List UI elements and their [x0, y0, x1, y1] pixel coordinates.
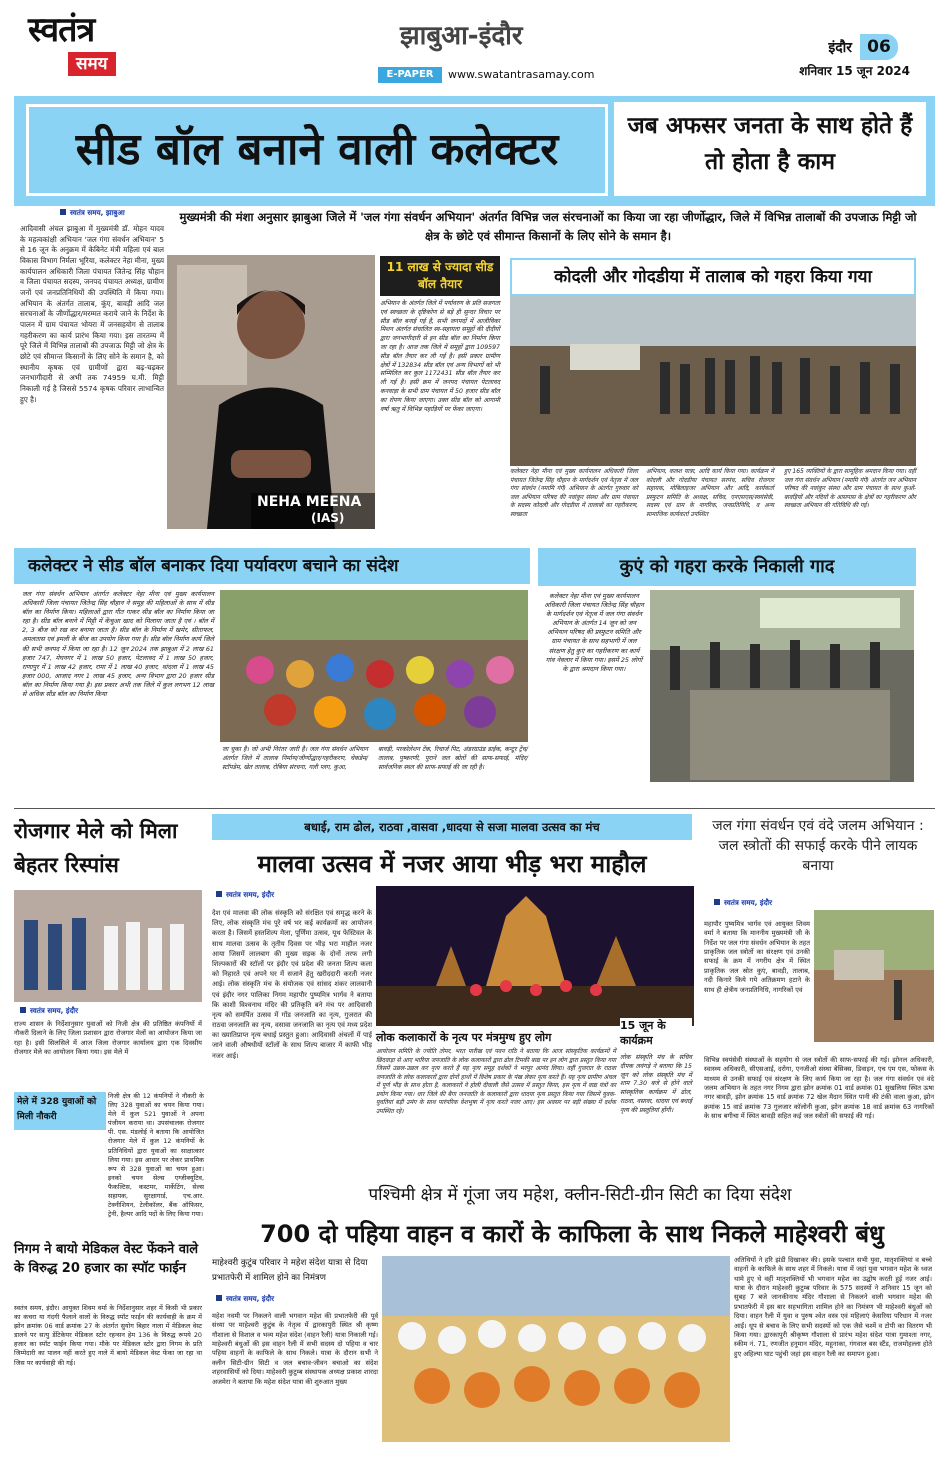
jalganga-photo: [814, 910, 934, 1042]
rojgar-body-2: निजी क्षेत्र की 12 कंपनियों ने नौकरी के लिए 328 युवाओं का चयन किया गया। मेले में कुल 521 युवाओं ने अपना पंजीयन कराया था। उपसंचालक रोजगार पी. एस. मंडलोई ने बताया कि आयोजित रोजगार मेले में कुल 12 कंपनियों के प्रतिनिधियों द्वारा युवाओं का साक्षात्कार लिया गया। इस आधार पर लेकर प्राथमिक रूप से 328 युवाओं का चयन हुआ। इनको चयन सेल्स एग्जीक्यूटिव, फैकल्टिस, कस्टमर, मार्केटिंग, सेल्स सहायक, सुरक्षागार्ड, एच.आर. टेक्नीशियन, टेलीकॉलर, बैंक ऑफिसर, ट्रेनी, हैल्पर आदि पदों के लिए किया गया।: [108, 1092, 204, 1219]
malwa-date-body: लोक संस्कृति मंच के सचिव दीपक लवंगड़े ने बताया कि 15 जून को लोक संस्कृति मंच में शाम 7.30 बजे से होने वाले सांस्कृतिक कार्यक्रम में ढोल, राठवा, वसावा, धादया एवं बधाई नृत्य की प्रस्तुतियां होंगी।: [620, 1054, 692, 1114]
seedball-caption-2: बावड़ी, परकोलेशन टेंक, रिचार्ज पिट, अंडरग्राउंड डाईक, कन्टूर ट्रेंच/तालाब, पुष्करणी, पुराने जल स्रोतों की साफ-सफाई, मंदिर/सार्वजनिक स्थल की साफ-सफाई की जा रही है।: [378, 746, 528, 771]
nigam-body: स्वतंत्र समय, इंदौर। आयुक्त शिवम वर्मा के निर्देशानुसार शहर में किसी भी प्रकार का कचरा या गंदगी फैलाने वालों के विरुद्ध स्पॉट फाईन की कार्यवाही के क्रम में झोन क्रमांक 06 वार्ड क्रमांक 27 के अंतर्गत सुयोग बिहार नाला में मेडिकल वेस्ट डालने पर सत्यु डेंटिकेयर मेडिकल स्टोर रहन्सन हेम 136 के विरुद्ध रूपये 20 हजार का स्पॉट फाईन किया गया। मौके पर मेडिकल स्टोर द्वारा निगम के प्रति जिम्मेदारी का पालन नहीं करते हुए नाले में बायो मेडिकल वेस्ट फेंका जा रहा था जिस पर कार्यवाही की गई।: [14, 1304, 202, 1367]
maheshwari-deck: माहेश्वरी कुटुंब परिवार ने महेश संदेश यात्रा से दिया प्रभातफेरी में शामिल होने का निमंत्रण: [212, 1258, 368, 1283]
malwa-date-title: 15 जून के कार्यक्रम: [620, 1019, 666, 1047]
seedball-photo: [220, 590, 528, 742]
city-label: इंदौर: [828, 40, 852, 56]
logo-top: स्वतंत्र: [28, 10, 95, 50]
seedball-title: कलेक्टर ने सीड बॉल बनाकर दिया पर्यावरण बचाने का संदेश: [28, 556, 399, 576]
malwa-box-body: आयोजन समिति के ज्योति तोमर, भरत पारीख एवं पवन राठि ने बताया कि आज सांस्कृतिक कार्यक्रमों में छिंदवाड़ा से आए भारिया जनजाति के लोक कलाकारों द्वारा ढोल टिमकी बाद्य पर इन लोग द्वारा प्रस्तुत किया गया जिसमें उछल-उछल कर नृत्य करते हैं यह नृत्य समूह दर्शकों ने भरपूर आनंद लिया। वहीं गुजरात के राठवा जनजाति के लोक कलाकारों द्वारा दोनों हाथों में विशेष प्रकार के पंख लेकर नृत्य करते हैं। यह नृत्य ग्रामीण अंचल में पूर्ण भीड़ के साथ होता है, कलाकारों ने होली दीवाली जैसे उत्सव में प्रस्तुत किया, इस नृत्य में वाद्य यंत्रों का प्रयोग किया गया। धार जिले की बैगा जनजाति के कलाकारों द्वारा धादया नृत्य प्रस्तुत किया गया जिसमें युवक-युवतियां बड़ी उमंग के साथ पारंपरिक वेशभूषा में नृत्य करते नजर आए। इस अवसर पर बड़ी संख्या में दर्शक उपस्थित रहे।: [376, 1048, 616, 1115]
kuan-title-bar: [538, 548, 916, 586]
kuan-scene: [650, 590, 914, 782]
section-divider: [14, 808, 935, 809]
collector-name: NEHA MEENA: [257, 494, 362, 510]
masthead: [0, 0, 945, 92]
rojgar-body-2b: [14, 1134, 204, 1230]
malwa-stage: [376, 886, 694, 1026]
lead-deck: मुख्यमंत्री की मंशा अनुसार झाबुआ जिले में 'जल गंगा संवर्धन अभियान' अंतर्गत विभिन्न जल संरचनाओं का किया जा रहा जीर्णोद्धार, जिले में विभिन्न तालाबों की उपजाऊ मिट्टी जो क्षेत्र के छोटे एवं सीमान्त किसानों के लिए सोने के समान है।: [179, 210, 917, 243]
jalganga-scene: [814, 910, 934, 1042]
rojgar-byline: स्वतंत्र समय, इंदौर: [20, 1006, 200, 1016]
lead-title-box: [26, 104, 608, 196]
jalganga-byline: स्वतंत्र समय, इंदौर: [714, 898, 864, 908]
rojgar-highlight: मेले में 328 युवाओं को मिली नौकरी: [17, 1097, 97, 1122]
malwa-strap-bar: [212, 814, 692, 840]
kodli-caption-3: हुए 165 व्यक्तियों के द्वारा सामूहिक श्रमदान किया गया। वहीं जल गंगा संवर्धन अभियान (नमामि गंगे) अंतर्गत जन अभियान परिषद की नवांकुर संस्था और ग्राम पंचायत के साथ कुओं-बावड़ियों और नदियों के आसपास के क्षेत्रों का गहरीकरण और स्वच्छता अभियान की गतिविधि की गई।: [784, 468, 916, 510]
maheshwari-crowd: [382, 1256, 730, 1442]
website-link[interactable]: www.swatantrasamay.com: [448, 68, 595, 81]
collector-photo: [167, 255, 375, 529]
nigam-title: निगम ने बायो मेडिकल वेस्ट फेंकने वाले के विरुद्ध 20 हजार का स्पॉट फाईन: [14, 1242, 199, 1276]
malwa-strap: बधाई, राम ढोल, राठवा ,वासवा ,धादया से सजा मालवा उत्सव का मंच: [304, 820, 600, 834]
kodli-scene: [510, 296, 916, 466]
maheshwari-byline-wrap: [216, 1294, 376, 1306]
seedball-body: जल गंगा संवर्धन अभियान अंतर्गत कलेक्टर नेहा मीना एवं मुख्य कार्यपालन अधिकारी जिला पंचायत जितेन्द्र सिंह चौहान ने समूह की महिलाओं के साथ में सीड बॉल का निर्माण किया। महिलाओं द्वारा गीत गाकर सीड बॉल का निर्माण किया जा रहा है। सीड बॉल बनाने में मिट्टी में केंचुआ खाद को मिलाया जाता है एवं । बॉल में 2, 3 बीज को रख कर बनाया जाता है। सीड बॉल के निर्माण में खमेर, सीताफल, अमलतास एवं इमली के बीज का उपयोग किया गया है। सीड बॉल निर्माण कार्य जिले की सभी जनपद में किया जा रहा है। 12 जून 2024 तक झाबुआ में 2 लाख 61 हजार 747, मेघनगर में 1 लाख 50 हजार, पेटलावद में 1 लाख 50 हजार, राणापुर में 1 लाख 42 हजार, रामा में 1 लाख 40 हजार, थांदला में 1 लाख 45 हजार 000, आजाद नगर 1 लाख 45 हजार, अन्य विभाग द्वारा 20 हजार सीड बॉल का निर्माण किया गया है। इस प्रकार अभी तक जिले में कुल लगभग 12 लाख से अधिक सीड बॉल का निर्माण किया: [22, 590, 214, 699]
lead-side-title-box: [614, 102, 926, 196]
lead-byline-wrap: [60, 208, 164, 220]
jalganga-body-2: विभिन्न स्वयंसेवी संस्थाओं के सहयोग से जल स्त्रोतों की साफ-सफाई की गई। झोनल अधिकारी, स्वास्थ्य अधिकारी, सीएसआई, दरोगा, एनजीओ संस्था बेसिक्स, डिवाइन, एच एम एस, फोकस के माध्यम से उनकी सफाई एवं संरक्षण के लिए कार्य किया जा रहा है। जल गंगा संवर्धन एवं वंदे जलम अभियान के तहत नगर निगम द्वारा झोन क्रमांक 01 वार्ड क्रमांक 01 सुखलिया स्थित ऊषा नगर बावड़ी, झोन क्रमांक 15 वार्ड क्रमांक 72 खेल मैदान स्थित पानी की टंकी वाला कुआ, झोन क्रमांक 15 वार्ड क्रमांक 73 गुलजार कॉलोनी कुआ, झोन क्रमांक 18 वार्ड क्रमांक 63 नागरिकों के साथ बगीचा में स्थित बावड़ी सहित कई जल स्त्रोतों की सफाई की गई।: [704, 1056, 934, 1121]
rojgar-scene: [14, 890, 202, 1002]
kodli-title: कोदली और गोदडीया में तालाब को गहरा किया गया: [554, 267, 872, 287]
kodli-caption-1: कलेक्टर नेहा मीना एवं मुख्य कार्यपालन अधिकारी जिला पंचायत जितेन्द्र सिंह चौहान के मार्गदर्शन एवं नेतृत्व में जल गंगा संवर्धन (नमामि गंगे) अभियान के अंतर्गत गुरुवार को जल अभियान परिषद की नवांकुर संस्था और ग्राम पंचायत के सदस्य कोदली और गोदडीया में तालाबों का गहरीकरण, स्वच्छता: [510, 468, 638, 518]
rojgar-body-1: राज्य शासन के निर्देशानुसार युवाओं को निजी क्षेत्र की प्रतिष्ठित कंपनियों में नौकरी दिलाने के लिए जिला प्रशासन द्वारा रोजगार मेलों का आयोजन किया जा रहा है। इसी सिलसिले में आज जिला रोजगार कार्यालय द्वारा एक दिवसीय रोजगार मेले का आयोजन किया गया। इस मेले में: [14, 1020, 202, 1057]
malwa-body: देश एवं मालवा की लोक संस्कृति को संरक्षित एवं समृद्ध करने के लिए, लोक संस्कृति मंच पूरे वर्ष भर कई कार्यक्रमों का आयोजन करता है। जिसमें हस्तशिल्प मेला, पूर्णिमा उत्सव, यूथ फेस्टिवल के साथ मालवा उत्सव के तृतीय दिवस पर भीड़ भरा माहौल नजर आया जिसमें लालबाग की मुख्य सड़क के दोनों तरफ लगी शिल्पकारों की स्टॉलों पर इंदौर एवं प्रदेश की जनता शिल्प कला को निहारते एवं अपने घर में सजाने हेतु खरीददारी करती नजर आई। लोक संस्कृति मंच के संयोजक एवं सांसद शंकर लालवानी एवं इंदौर नगर पालिका निगम महापौर पुष्यमित्र भार्गव ने बताया कि काशी विश्वनाथ मंदिर की प्रतिकृति बने मंच पर आदिवासी नृत्य को समर्पित उत्सव में गोंड जनजाति का नृत्य, गुजरात की राठवा जनजाति का नृत्य, वसावा जनजाति का नृत्य एवं मध्य प्रदेश का ख्यातिप्राप्त नृत्य बधाई प्रस्तुत हुआ। आदिवासी अंचलों में पाई जाने वाली औषधीयों स्टॉलों के साथ शिल्प बाजार में काफी भीड़ नजर आई।: [212, 909, 372, 1060]
maheshwari-byline: स्वतंत्र समय, इंदौर: [216, 1294, 376, 1304]
maheshwari-body-2: अतिथियों ने हरि झंडी दिखाकर की। इसके पश्चात सभी युवा, मातृशक्तियां व बच्चे वाहनों के काफिले के साथ शहर में निकले। यात्रा में जहां युवा भगवान महेश के ध्वज थामे हुए थे वहीं मातृशक्तियों भी भगवान महेश का उद्घोष करती हुई नजर आई। यात्रा के दौरान माहेश्वरी कुटुम्ब परिवार के 575 सदस्यों ने शनिवार 15 जून को सुबह 7 बजे जानकीनाथ मंदिर गौशाला से निकलने वाली भगवान महेश की प्रभातफेरी में इस बार सहभागिता शामिल होने का निमंत्रण भी माहेश्वरी बंधुओं को दिया। वाहन रैली में युवा व पुरुष श्वेत वस्त्र एवं महिलाएं केसरिया परिधान में नजर आईं। धूप से बचाव के लिए सभी सदस्यों को एक जैसे चश्में व टोपी का वितरण भी किया गया। द्वारकापुरी श्रीकृष्ण गौशाला से प्रारंभ महेश संदेश यात्रा गुमाश्ता नगर, स्कीम नं. 71, रणजीत हनुमान मंदिर, महूनाका, गंगवाल बस स्टैंड, राजमोहल्ला होते हुए अहिल्या घाट पहुंची जहां इस वाहन रैली का समापन हुआ।: [734, 1256, 932, 1358]
kuan-photo: [650, 590, 914, 782]
jalganga-body-1: महापौर पुष्यमित्र भार्गव एवं आयुक्त शिवम वर्मा ने बताया कि माननीय मुख्यमंत्री जी के निर्देश पर जल गंगा संवर्धन अभियान के तहत प्राकृतिक जल स्त्रोतों का संरक्षण एवं उनकी सफाई के क्रम में नगरीय क्षेत्र में स्थित प्राकृतिक जल स्रोत कुएं, बावड़ी, तालाब, नदी किनारे किये गये अतिक्रमण हटाने के साथ ही क्षेत्रीय जनप्रतिनिधि, नागरिकों एवं: [704, 920, 810, 994]
malwa-box: [376, 1030, 616, 1180]
malwa-byline: स्वतंत्र समय, इंदौर: [216, 890, 376, 900]
malwa-box-title: लोक कलाकारों के नृत्य पर मंत्रमुग्ध हुए लोग: [376, 1031, 552, 1044]
lead-banner: [14, 96, 935, 206]
kodli-caption-2: अभियान, कलश यात्रा, आदि कार्य किया गया। कार्यक्रम में कोदली और गोदडीया पंचायत सरपंच, सचिव रोजगार सहायक, मोबिलाइजर अभियान और आदि, कार्यकर्ता प्रस्फुटन समिति के अध्यक्ष, सचिव, एनएसएस/स्वयंसेवी, सदस्य एवं ग्राम के नागरिक, जनप्रतिनिधि, व अन्य सामाजिक कार्यकर्ता उपस्थित: [646, 468, 774, 518]
edition-title: झाबुआ-इंदौर: [400, 21, 523, 51]
kodli-title-box: [510, 258, 916, 296]
seedball-badge: [380, 256, 500, 296]
epaper-label: E-PAPER: [378, 67, 442, 83]
maheshwari-strap: पश्चिमी क्षेत्र में गूंजा जय महेश, क्लीन-सिटी-ग्रीन सिटी का दिया संदेश: [368, 1185, 792, 1205]
collector-name-box: [251, 493, 375, 529]
seedball-scene: [220, 590, 528, 742]
kuan-title: कुएं को गहरा करके निकाली गाद: [619, 556, 835, 577]
page-number: 06: [860, 34, 898, 60]
maheshwari-body: महेश नवमी पर निकलने वाली भगवान महेश की प्रभातफेरी की पूर्व संध्या पर माहेश्वरी कुटुंब के नेतृत्व में द्वारकापुरी स्थित श्री कृष्ण गौशाला से विशाल व भव्य महेश संदेश (वाहन रैली) यात्रा निकाली गई। माहेश्वरी बंधुओं की इस वाहन रैली में सभी सदस्य दो पहिया व चार पहिया वाहनों के काफिले के साथ निकले। यात्रा के दौरान सभी ने क्लीन सिटी-ग्रीन सिटी व जल बचाव-जीवन बचाओ का संदेश शहरवासियों को दिया। माहेश्वरी कुटुम्ब संस्थापक अध्यक्ष प्रकाश शारदा अजमेरा ने बताया कि महेश संदेश यात्रा की शुरुआत मुख्य: [212, 1312, 378, 1386]
jalganga-byline-wrap: [714, 898, 864, 910]
logo[interactable]: [28, 10, 150, 88]
malwa-title: मालवा उत्सव में नजर आया भीड़ भरा माहौल: [257, 850, 647, 878]
kodli-photo: [510, 296, 916, 466]
seedball-badge-text: 11 लाख से ज्यादा सीड बॉल तैयार: [386, 260, 494, 291]
jalganga-title: जल गंगा संवर्धन एवं वंदे जलम अभियान : जल स्त्रोतों की सफाई करके पीने लायक बनाया: [712, 818, 924, 874]
lead-body: आदिवासी अंचल झाबुआ में मुख्यमंत्री डॉ. मोहन यादव के महत्वकांक्षी अभियान 'जल गंगा संवर्धन अभियान' 5 से 16 जून के अनुक्रम में केबिनेट मंत्री महिला एवं बाल विकास विभाग निर्मला भूरिया, कलेक्टर नेहा मीना, मुख्य कार्यपालन अधिकारी जिला पंचायत जितेन्द्र सिंह चौहान व जिला पंचायत सदस्य, जनपद पंचायत अध्यक्ष, ग्रामीण जनों एवं जनप्रतिनिधियों की उपस्थिति में किया गया। अभियान के अंतर्गत तालाब, कूंए, बावड़ी आदि जल सरचनाओं के जीर्णोद्धार/मरम्मत कराये जाने के निर्देश के पालन में ग्राम पंचायत भोयरा में जनसहयोग से तालाब गहरीकरण का कार्य प्रारंभ किया गया। इस तारतम्य में पूरे जिले में विभिन्न तालाबों की उपजाऊ मिट्टी जो क्षेत्र के छोटे एवं सीमान्त किसानों के लिए सोने के समान है, को स्थानीय कृषक एवं ग्रामीणों द्वारा बढ़-चढ़कर जनभागीदारी से अभी तक 74959 घ.मी. मिट्टी निकाली गई है जिससे 5574 कृषक परिवार लाभान्वित हुए है।: [20, 224, 164, 404]
malwa-photo: [376, 886, 694, 1026]
malwa-date-box: [620, 1018, 692, 1052]
rojgar-byline-wrap: [20, 1006, 200, 1018]
rojgar-highlight-box: [14, 1092, 106, 1130]
issue-date: शनिवार 15 जून 2024: [799, 64, 910, 78]
maheshwari-title: 700 दो पहिया वाहन व कारों के काफिला के साथ निकले माहेश्वरी बंधु: [260, 1220, 884, 1248]
logo-bottom: समय: [68, 52, 116, 76]
seedball-badge-body: अभियान के अंतर्गत जिले में पर्यावरण के प्रति सजगता एवं स्वच्छता के दृष्टिकोण से बड़े ही सुन्दर विचार पर सीड बॉल बनाई गई है, सभी जनपदों में आजीविका मिशन अंतर्गत संचालित स्व-सहायता समूहों की दीदीयों द्वारा जनभागीदारी से इन सीड बॉल का निर्माण किया जा रहा है। आज तक जिले में समूहों द्वारा 109597 सीड बॉल तैयार कर ली गई है। इसी प्रकार ग्रामीण क्षेत्रों में 132834 सीड बॉल एवं अन्य विभागों को भी सम्मिलित कर कुल 1172431 सीड बॉल तैयार कर ली गई है। इसी क्रम में जनपद पंचायत पेटलावद कनवाड़ा के सभी ग्राम पंचायत में 50 हजार सीड बॉल का रोपण किया जाएगा। उक्त सीड बॉल को आगामी वर्षा ऋतु में विभिन्न पहाड़ियों पर फेंका जाएगा।: [380, 300, 500, 413]
collector-title: (IAS): [311, 511, 345, 525]
maheshwari-photo: [382, 1256, 730, 1442]
malwa-byline-wrap: [216, 890, 376, 902]
lead-side-title: जब अफसर जनता के साथ होते हैं तो होता है काम: [627, 113, 913, 175]
rojgar-title: रोजगार मेले को मिला बेहतर रिस्पांस: [14, 819, 178, 877]
rojgar-photo: [14, 890, 202, 1002]
lead-title: सीड बॉल बनाने वाली कलेक्टर: [75, 124, 559, 175]
collector-figure: [167, 255, 375, 529]
kuan-body: कलेक्टर नेहा मीना एवं मुख्य कार्यपालन अधिकारी जिला पंचायत जितेन्द्र सिंह चौहान के मार्गदर्शन एवं नेतृत्व में जल गंगा संवर्धन अभियान के अंतर्गत 14 जून को जन अभियान परिषद की प्रस्फुटन समिति और ग्राम पंचायत के साथ सहभागी में जल संरक्षण हेतु कुएं का गहरीकरण का कार्य गांव नेवलार में किया गया। इसमें 25 लोगों के द्वारा श्रमदान किया गया।: [544, 592, 644, 673]
lead-byline: स्वतंत्र समय, झाबुआ: [60, 208, 164, 218]
seedball-caption-1: जा चुका है। जो अभी निरंतर जारी है। जल गंगा संवर्धन अभियान अंतर्गत जिले में तालाब निर्माण/जीर्णोद्धार/गहरीकरण, चेकडेम/स्टॉपडेम, खेत तालाब, रोबिया संरचना, गली प्लग, कुआ,: [222, 746, 368, 771]
seedball-title-bar: [14, 548, 530, 584]
